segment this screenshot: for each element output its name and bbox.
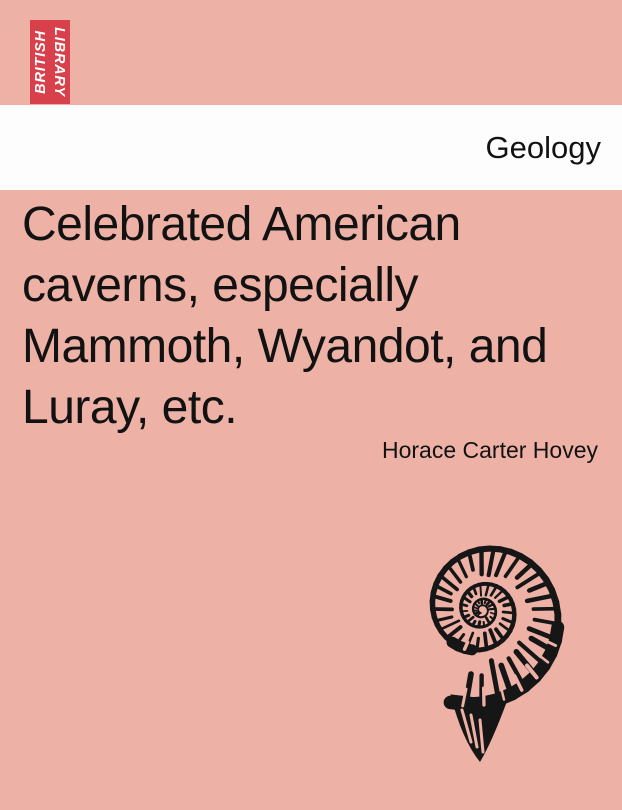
category-band bbox=[0, 105, 622, 190]
british-library-logo bbox=[30, 20, 70, 104]
title-line: caverns, especially bbox=[22, 259, 419, 312]
logo-word-library: LIBRARY bbox=[51, 27, 67, 97]
author-name: Horace Carter Hovey bbox=[381, 437, 598, 463]
logo-word-british: BRITISH bbox=[33, 30, 49, 94]
category-label: Geology bbox=[485, 129, 601, 165]
ammonite-illustration bbox=[370, 512, 594, 776]
book-title bbox=[22, 194, 547, 438]
title-line: Luray, etc. bbox=[22, 381, 238, 434]
title-line: Celebrated American bbox=[22, 198, 461, 251]
title-line: Mammoth, Wyandot, and bbox=[22, 320, 548, 373]
